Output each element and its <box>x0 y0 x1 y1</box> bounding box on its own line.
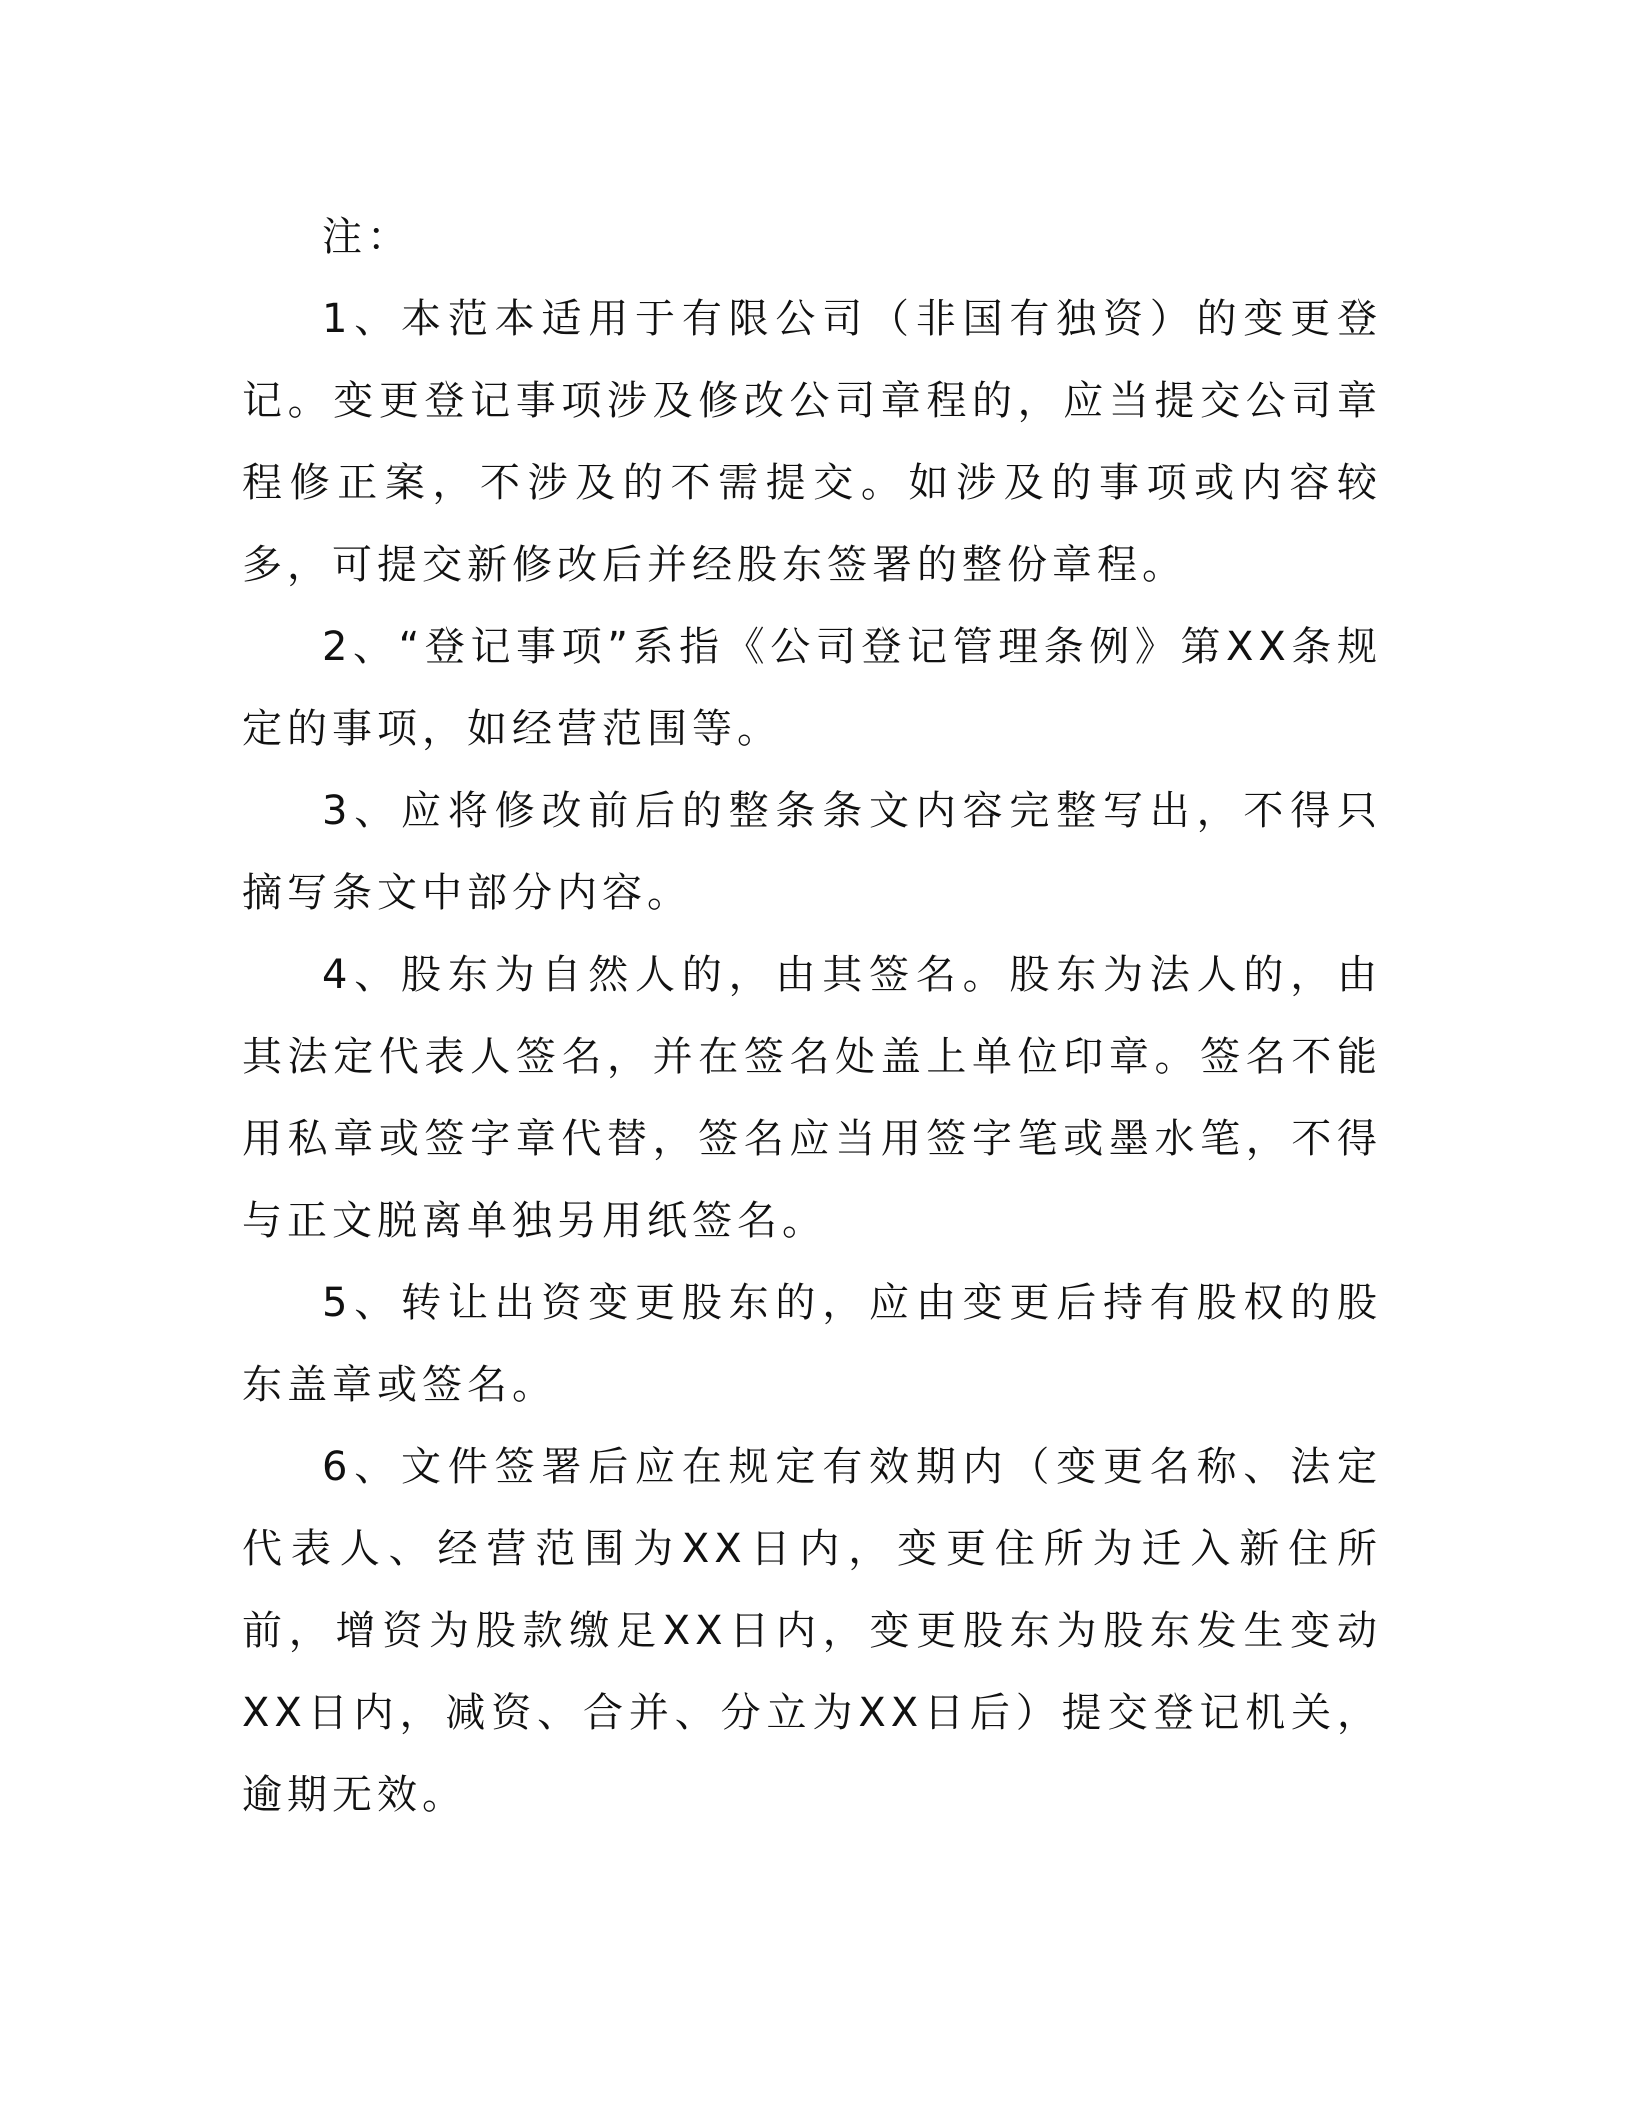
note-item-6: 6、文件签署后应在规定有效期内（变更名称、法定代表人、经营范围为XX日内，变更住所为迁入新住所前，增资为股款缴足XX日内，变更股东为股东发生变动XX日内，减资、合并、分立为XX日后）提交登记机关，逾期无效。 <box>242 1444 1382 1818</box>
note-item-3: 3、应将修改前后的整条条文内容完整写出，不得只摘写条文中部分内容。 <box>242 788 1382 916</box>
notes-label: 注： <box>322 214 412 260</box>
note-item-2: 2、“登记事项”系指《公司登记管理条例》第XX条规定的事项，如经营范围等。 <box>242 624 1382 752</box>
note-item-5: 5、转让出资变更股东的，应由变更后持有股权的股东盖章或签名。 <box>242 1280 1382 1408</box>
note-item-4: 4、股东为自然人的，由其签名。股东为法人的，由其法定代表人签名，并在签名处盖上单位印章。签名不能用私章或签字章代替，签名应当用签字笔或墨水笔，不得与正文脱离单独另用纸签名。 <box>242 952 1382 1244</box>
note-item-1: 1、本范本适用于有限公司（非国有独资）的变更登记。变更登记事项涉及修改公司章程的，应当提交公司章程修正案，不涉及的不需提交。如涉及的事项或内容较多，可提交新修改后并经股东签署的整份章程。 <box>242 296 1382 588</box>
notes-section <box>242 196 1382 1836</box>
